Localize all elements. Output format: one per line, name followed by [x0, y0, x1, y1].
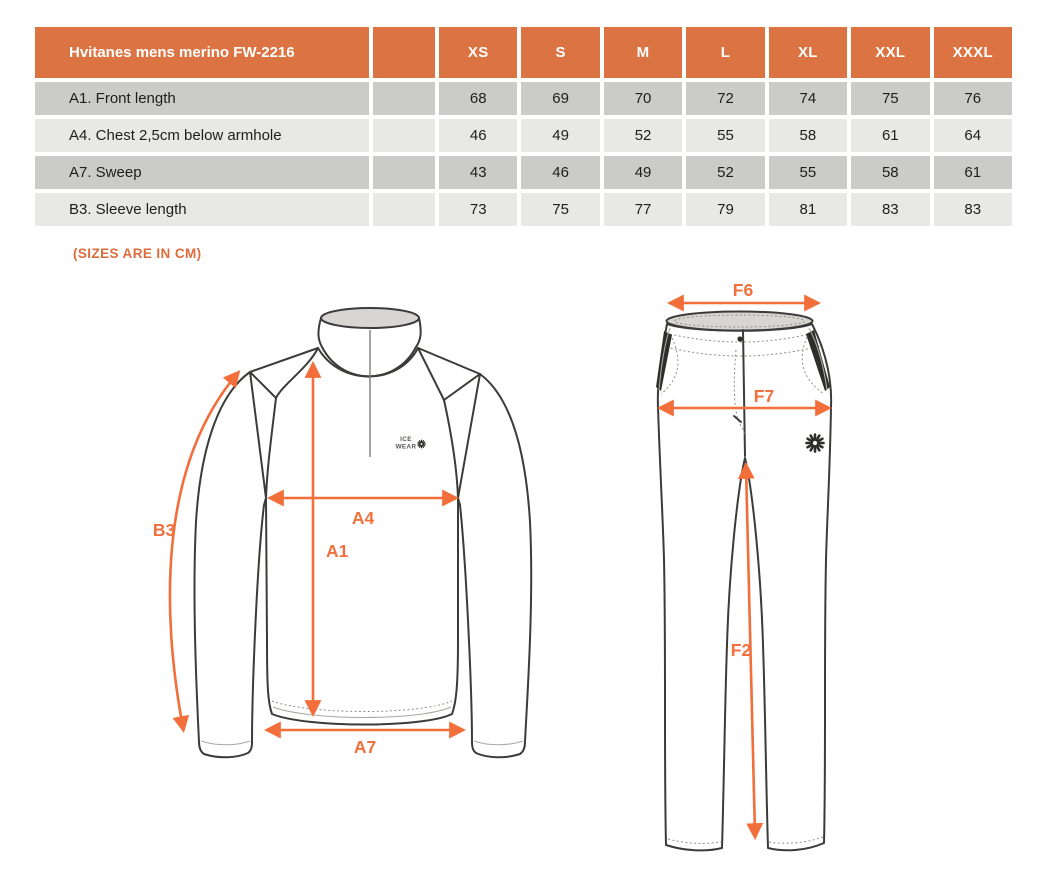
size-header-s: S [521, 27, 599, 78]
cell-value: 83 [851, 193, 929, 226]
logo-text-line2: WEAR [395, 443, 417, 451]
sweater-right-sleeve [458, 374, 531, 757]
collar-opening [321, 308, 419, 328]
sweater-diagram [153, 308, 531, 757]
cell-value: 83 [934, 193, 1012, 226]
sleeve-length-label: B3 [152, 520, 176, 540]
size-header-xxxl: XXXL [934, 27, 1012, 78]
header-spacer-cell [373, 27, 435, 78]
cell-value: 61 [934, 156, 1012, 189]
cell-value: 49 [521, 119, 599, 152]
cell-value: 72 [686, 82, 764, 115]
cell-value: 61 [851, 119, 929, 152]
cell-value: 46 [521, 156, 599, 189]
hip-label: F7 [753, 386, 775, 406]
front-length-label: A1 [326, 541, 349, 561]
measurement-diagram [0, 270, 1040, 894]
pants-diagram [656, 280, 831, 850]
size-table [31, 23, 1016, 230]
sweater-body [266, 348, 458, 725]
row-label: A4. Chest 2,5cm below armhole [35, 119, 369, 152]
row-spacer-cell [373, 82, 435, 115]
cell-value: 64 [934, 119, 1012, 152]
cell-value: 52 [604, 119, 682, 152]
cell-value: 69 [521, 82, 599, 115]
cell-value: 75 [851, 82, 929, 115]
table-row-sleeve-length [35, 193, 1012, 226]
waist-label: F6 [732, 280, 754, 300]
size-header-xl: XL [769, 27, 847, 78]
sweater-left-sleeve [194, 372, 266, 757]
cell-value: 58 [851, 156, 929, 189]
cell-value: 43 [439, 156, 517, 189]
cell-value: 79 [686, 193, 764, 226]
waistband-top [667, 312, 813, 331]
cell-value: 52 [686, 156, 764, 189]
row-label: B3. Sleeve length [35, 193, 369, 226]
product-title: Hvitanes mens merino FW-2216 [35, 27, 369, 78]
cell-value: 81 [769, 193, 847, 226]
size-header-l: L [686, 27, 764, 78]
inseam-label: F2 [730, 640, 752, 660]
cell-value: 46 [439, 119, 517, 152]
size-header-xs: XS [439, 27, 517, 78]
waist-button [737, 336, 742, 341]
table-row-chest [35, 119, 1012, 152]
cell-value: 73 [439, 193, 517, 226]
row-label: A7. Sweep [35, 156, 369, 189]
cell-value: 74 [769, 82, 847, 115]
table-row-sweep [35, 156, 1012, 189]
chest-label: A4 [351, 508, 375, 528]
cell-value: 68 [439, 82, 517, 115]
sweep-label: A7 [353, 737, 377, 757]
row-spacer-cell [373, 193, 435, 226]
cell-value: 70 [604, 82, 682, 115]
table-row-front-length [35, 82, 1012, 115]
cell-value: 58 [769, 119, 847, 152]
table-header-row [35, 27, 1012, 78]
size-header-m: M [604, 27, 682, 78]
cell-value: 55 [769, 156, 847, 189]
logo-text-line1: ICE [400, 436, 412, 443]
cell-value: 55 [686, 119, 764, 152]
row-label: A1. Front length [35, 82, 369, 115]
cell-value: 75 [521, 193, 599, 226]
sizes-note: (SIZES ARE IN CM) [73, 246, 202, 261]
cell-value: 76 [934, 82, 1012, 115]
cell-value: 77 [604, 193, 682, 226]
size-header-xxl: XXL [851, 27, 929, 78]
row-spacer-cell [373, 119, 435, 152]
row-spacer-cell [373, 156, 435, 189]
cell-value: 49 [604, 156, 682, 189]
